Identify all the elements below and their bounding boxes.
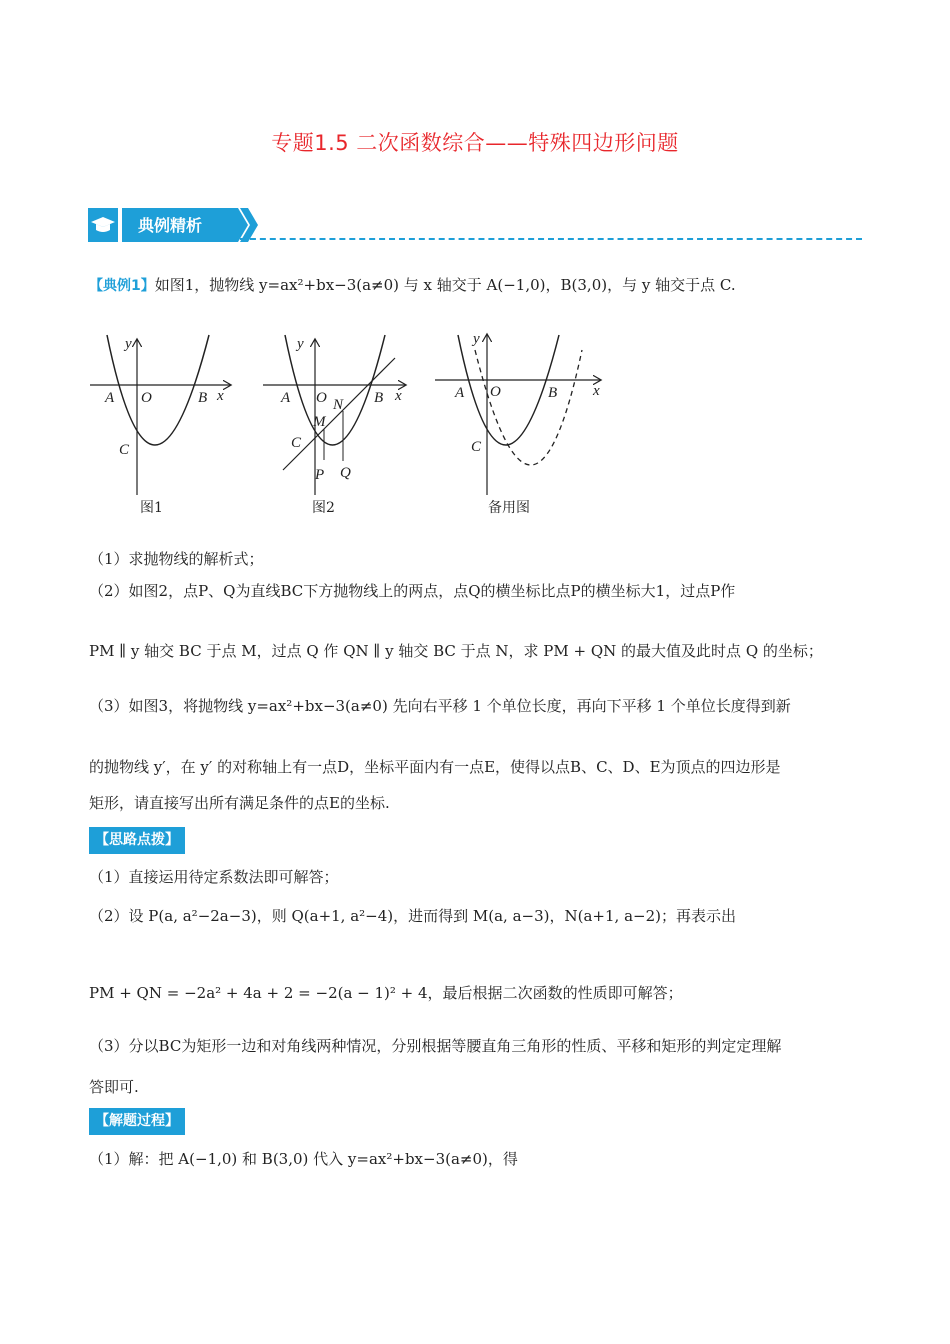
svg-text:A: A bbox=[455, 385, 465, 401]
question-1: （1）求抛物线的解析式； bbox=[89, 550, 264, 568]
svg-text:C: C bbox=[119, 442, 130, 458]
hint-3-line-2: 答即可. bbox=[89, 1078, 139, 1096]
figure-1-caption: 图1 bbox=[140, 500, 163, 516]
svg-text:y: y bbox=[473, 331, 480, 347]
question-2-line-1: （2）如图2，点P、Q为直线BC下方抛物线上的两点，点Q的横坐标比点P的横坐标大1，过点P作 bbox=[89, 582, 736, 600]
svg-text:O: O bbox=[141, 390, 152, 406]
page-title: 专题1.5 二次函数综合——特殊四边形问题 bbox=[271, 131, 679, 155]
svg-text:B: B bbox=[374, 390, 384, 406]
figure-backup bbox=[435, 331, 600, 516]
hint-label: 【思路点拨】 bbox=[89, 827, 185, 854]
svg-text:C: C bbox=[471, 439, 482, 455]
svg-text:Q: Q bbox=[340, 465, 351, 481]
hint-3-line-1: （3）分以BC为矩形一边和对角线两种情况，分别根据等腰直角三角形的性质、平移和矩形的判定定理解 bbox=[89, 1037, 782, 1055]
solution-label: 【解题过程】 bbox=[89, 1108, 185, 1135]
section-label: 典例精析 bbox=[138, 216, 203, 235]
svg-text:A: A bbox=[105, 390, 115, 406]
svg-text:O: O bbox=[316, 390, 327, 406]
example-line-1: 【典例1】如图1，抛物线 y=ax²+bx−3(a≠0) 与 x 轴交于 A(−1,0)，B(3,0)，与 y 轴交于点 C. bbox=[89, 276, 736, 294]
question-3-line-3: 矩形，请直接写出所有满足条件的点E的坐标. bbox=[89, 794, 390, 812]
example-tag: 【典例1】 bbox=[89, 278, 155, 294]
section-divider bbox=[240, 238, 862, 240]
svg-text:B: B bbox=[548, 385, 558, 401]
figures bbox=[85, 330, 615, 530]
question-3-line-1: （3）如图3，将抛物线 y=ax²+bx−3(a≠0) 先向右平移 1 个单位长度，再向下平移 1 个单位长度得到新 bbox=[89, 697, 791, 715]
svg-text:A: A bbox=[281, 390, 291, 406]
svg-text:x: x bbox=[217, 388, 224, 404]
svg-text:y: y bbox=[125, 336, 132, 352]
svg-text:M: M bbox=[313, 414, 326, 430]
hint-1: （1）直接运用待定系数法即可解答； bbox=[89, 868, 339, 886]
svg-text:B: B bbox=[198, 390, 208, 406]
svg-text:P: P bbox=[315, 467, 325, 483]
hint-2-line-1: （2）设 P(a, a²−2a−3)，则 Q(a+1, a²−4)，进而得到 M(a, a−3)，N(a+1, a−2)；再表示出 bbox=[89, 907, 736, 925]
svg-text:C: C bbox=[291, 435, 302, 451]
figure-2-caption: 图2 bbox=[312, 500, 335, 516]
question-2-line-2: PM ∥ y 轴交 BC 于点 M，过点 Q 作 QN ∥ y 轴交 BC 于点 N，求 PM + QN 的最大值及此时点 Q 的坐标； bbox=[89, 642, 823, 660]
figure-backup-caption: 备用图 bbox=[488, 500, 530, 516]
svg-text:N: N bbox=[333, 397, 344, 413]
svg-text:x: x bbox=[395, 388, 402, 404]
figure-2 bbox=[263, 335, 405, 516]
question-3-line-2: 的抛物线 y′，在 y′ 的对称轴上有一点D，坐标平面内有一点E，使得以点B、C、D、E为顶点的四边形是 bbox=[89, 758, 781, 776]
hint-2-line-2: PM + QN = −2a² + 4a + 2 = −2(a − 1)² + 4，最后根据二次函数的性质即可解答； bbox=[89, 984, 683, 1002]
svg-text:y: y bbox=[297, 336, 304, 352]
figure-1 bbox=[90, 335, 230, 516]
solution-1: （1）解：把 A(−1,0) 和 B(3,0) 代入 y=ax²+bx−3(a≠0)，得 bbox=[89, 1150, 518, 1168]
svg-text:O: O bbox=[490, 384, 501, 400]
svg-text:x: x bbox=[593, 383, 600, 399]
section-header bbox=[88, 208, 263, 242]
